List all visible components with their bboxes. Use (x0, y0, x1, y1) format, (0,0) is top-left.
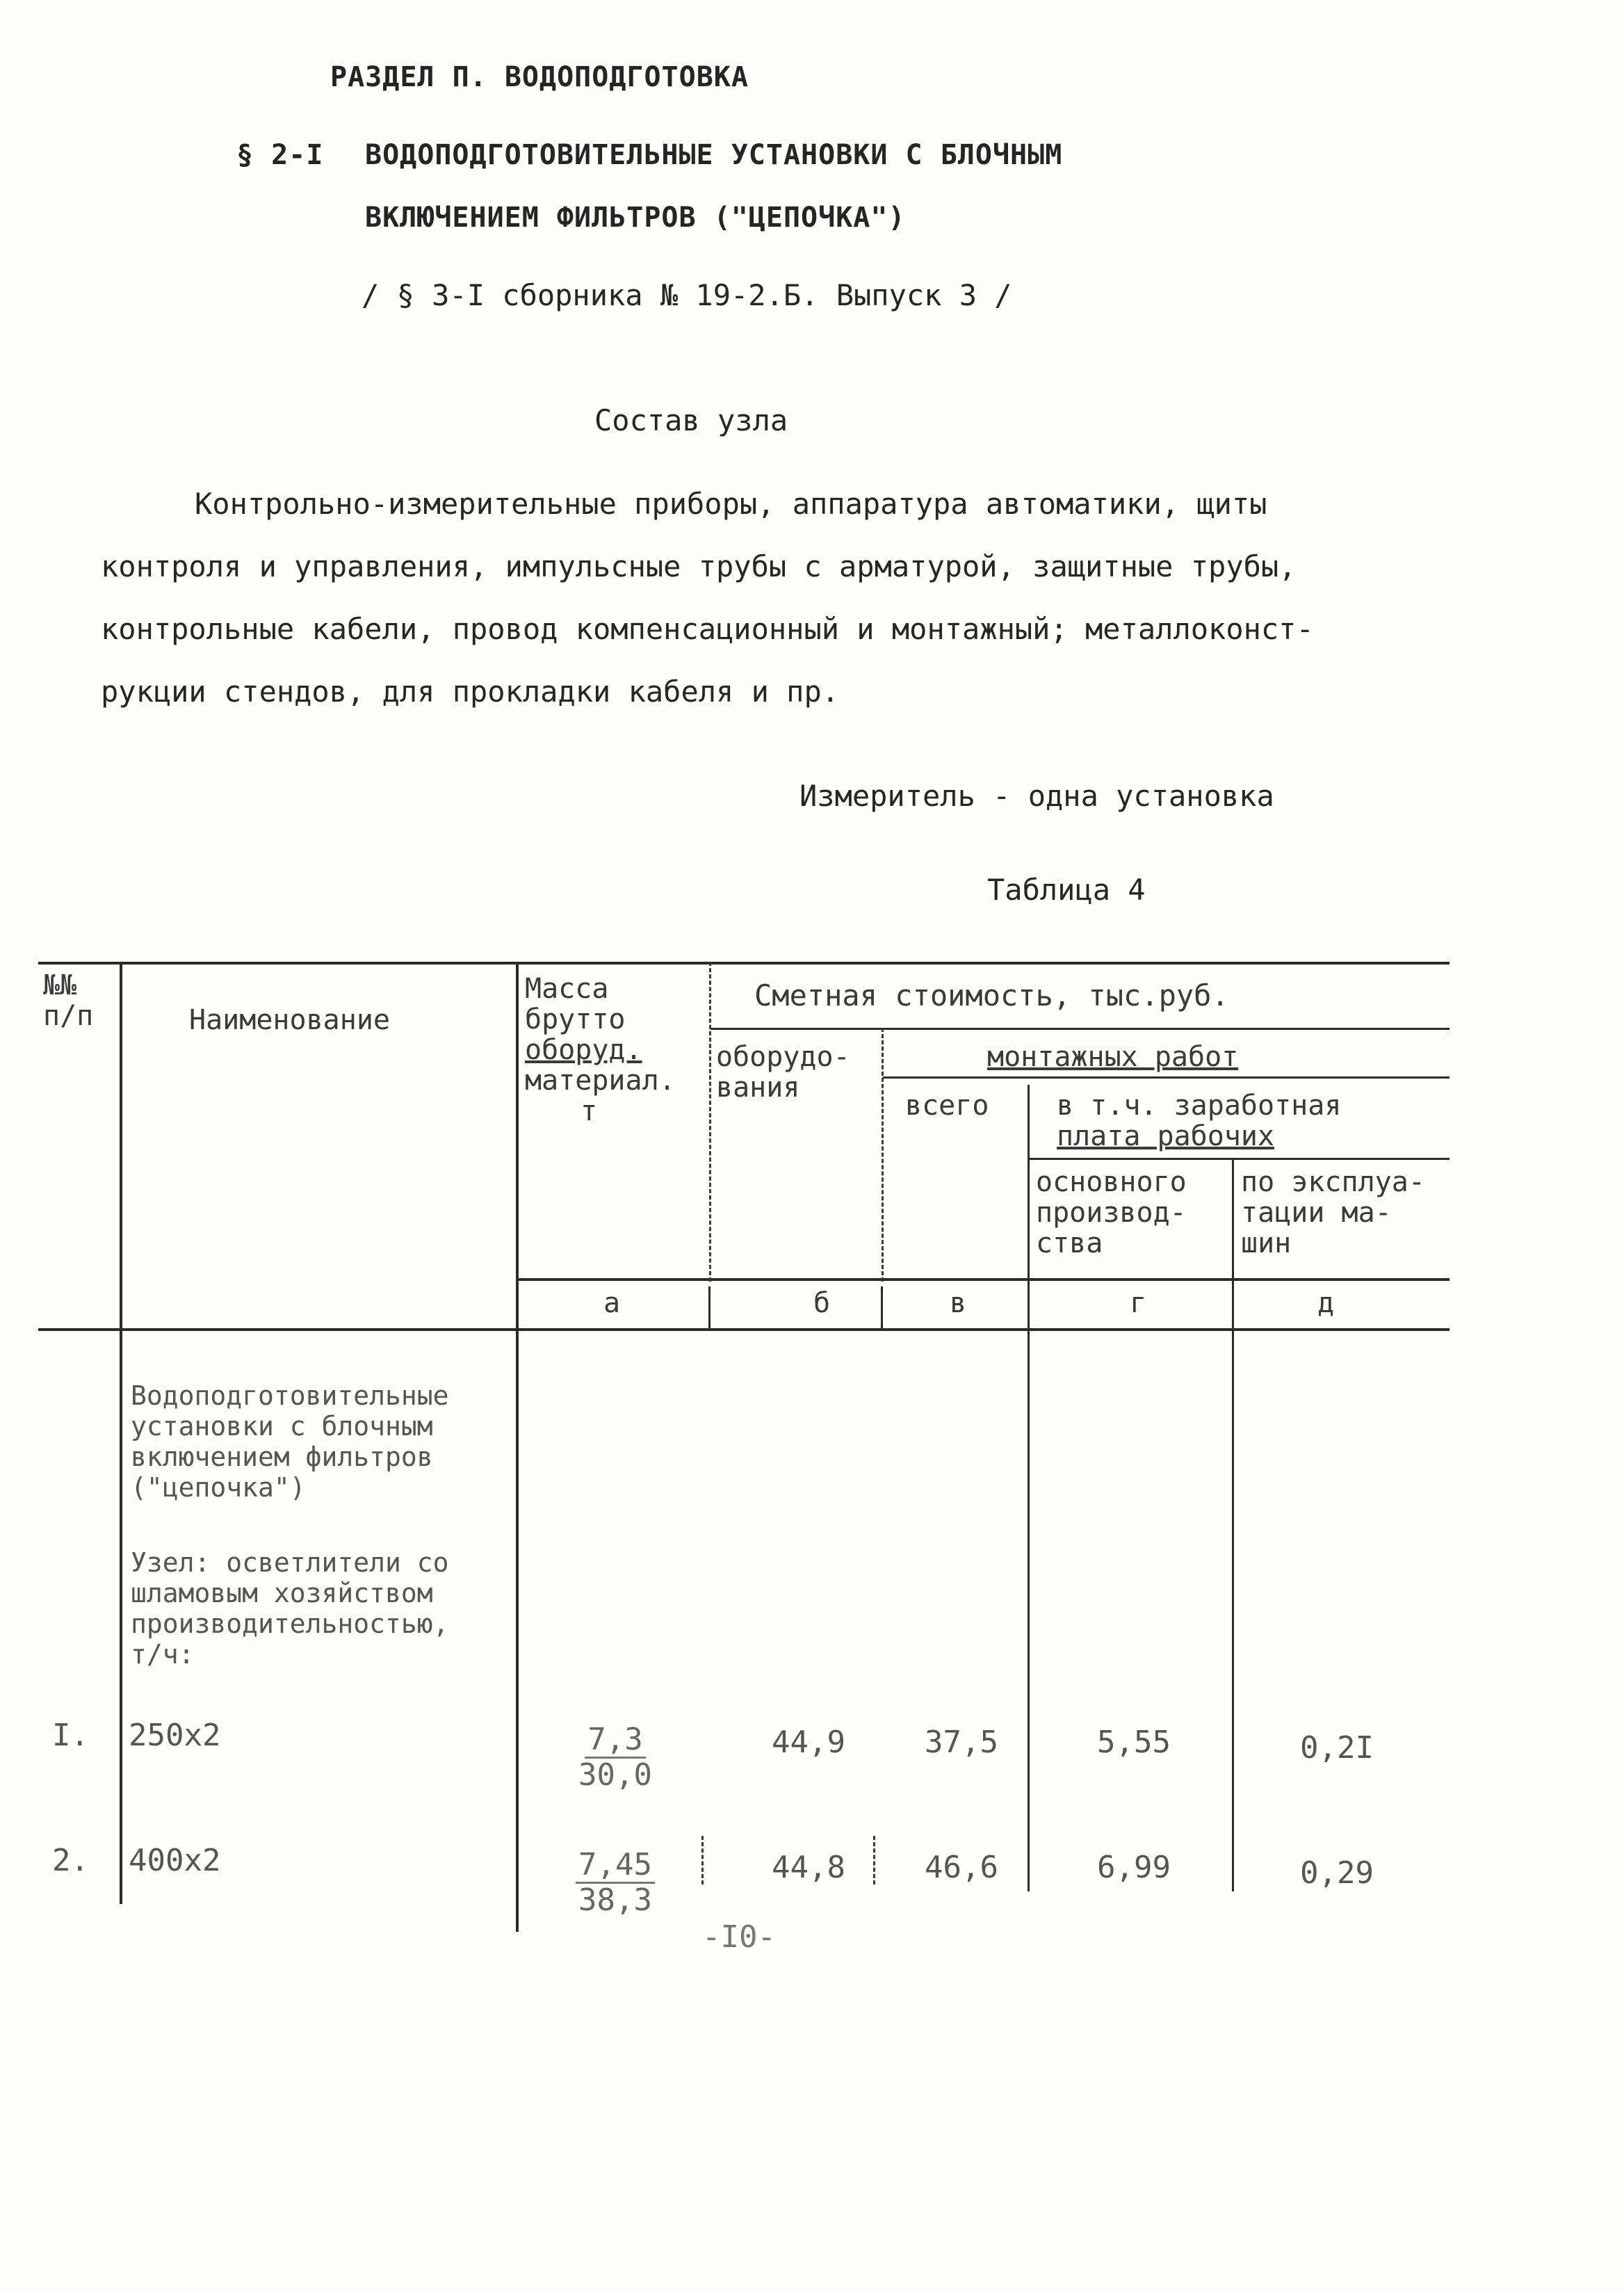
row-total-cost: 37,5 (925, 1725, 998, 1760)
col-letter: а (603, 1287, 621, 1319)
composition-line: контроля и управления, импульсные трубы с арматурой, защитные трубы, (101, 549, 1297, 583)
row-equipment-cost: 44,8 (772, 1850, 845, 1885)
row-name: 400х2 (129, 1843, 221, 1878)
col-header-main-production: основного производ- ства (1036, 1166, 1187, 1259)
composition-title: Состав узла (594, 403, 788, 437)
row-number: I. (52, 1718, 89, 1753)
col-letter: б (813, 1287, 831, 1319)
composition-line: рукции стендов, для прокладки кабеля и пр. (101, 675, 840, 709)
row-name: 250х2 (129, 1718, 221, 1753)
col-letter: в (950, 1287, 967, 1319)
col-header-name: Наименование (189, 1004, 390, 1036)
table-top-rule (38, 962, 1450, 965)
col-divider-total (1028, 1085, 1030, 1891)
install-header-rule (883, 1076, 1450, 1079)
row-main-wages: 6,99 (1097, 1850, 1171, 1885)
composition-line: контрольные кабели, провод компенсационный и монтажный; металлоконст- (101, 612, 1314, 646)
composition-line: Контрольно-измерительные приборы, аппаратура автоматики, щиты (195, 487, 1267, 521)
col-letter: г (1130, 1287, 1147, 1319)
col-header-machine-operation: по эксплуа- тации ма- шин (1241, 1166, 1425, 1259)
paragraph-number: § 2-I (236, 139, 324, 171)
row-divider-mark (873, 1836, 875, 1885)
col-divider-mass-letters (708, 1286, 710, 1328)
col-header-mass: Масса брутто оборуд. материал. т (525, 973, 676, 1127)
section-heading: РАЗДЕЛ П. ВОДОПОДГОТОВКА (330, 61, 749, 93)
col-divider-mass (709, 962, 711, 1282)
paragraph-title-line-1: ВОДОПОДГОТОВИТЕЛЬНЫЕ УСТАНОВКИ С БЛОЧНЫМ (365, 139, 1063, 171)
row-total-cost: 46,6 (925, 1850, 998, 1885)
col-divider-name (516, 962, 519, 1932)
meter-unit: Измеритель - одна установка (799, 779, 1274, 813)
node-name: Узел: осветлители со шламовым хозяйством производительностью, т/ч: (131, 1547, 449, 1670)
col-header-no: №№ п/п (43, 969, 94, 1032)
group-name: Водоподготовительные установки с блочным включением фильтров ("цепочка") (131, 1380, 449, 1503)
col-header-cost: Сметная стоимость, тыс.руб. (754, 978, 1229, 1012)
header-bottom-rule (38, 1328, 1450, 1331)
page-number: -I0- (702, 1919, 776, 1955)
col-header-install: монтажных работ (987, 1041, 1239, 1073)
col-letter: д (1317, 1287, 1335, 1319)
row-machine-wages: 0,2I (1300, 1730, 1374, 1766)
row-machine-wages: 0,29 (1300, 1855, 1374, 1891)
row-divider-mark (701, 1836, 704, 1885)
col-header-total: всего (905, 1090, 989, 1122)
wages-header-rule (1029, 1158, 1450, 1160)
table-caption: Таблица 4 (987, 873, 1146, 907)
collection-reference: / § 3-I сборника № 19-2.Б. Выпуск 3 / (362, 278, 1012, 312)
col-divider-equipment-letters (881, 1286, 883, 1328)
row-number: 2. (52, 1843, 89, 1878)
letters-top-rule (518, 1278, 1450, 1281)
row-equipment-cost: 44,9 (772, 1725, 845, 1760)
col-divider-no (120, 962, 122, 1904)
paragraph-title-line-2: ВКЛЮЧЕНИЕМ ФИЛЬТРОВ ("ЦЕПОЧКА") (365, 202, 906, 234)
row-mass: $\frac{7,45}{38,3}$ (567, 1848, 664, 1917)
cost-header-rule (710, 1028, 1450, 1030)
col-divider-equipment (882, 1028, 884, 1282)
col-divider-wages (1232, 1158, 1234, 1891)
col-header-wages: в т.ч. заработная плата рабочих (1057, 1090, 1342, 1152)
row-mass: $\frac{7,3}{30,0}$ (578, 1722, 652, 1793)
row-main-wages: 5,55 (1097, 1725, 1171, 1760)
col-header-equipment: оборудо- вания (716, 1041, 850, 1104)
